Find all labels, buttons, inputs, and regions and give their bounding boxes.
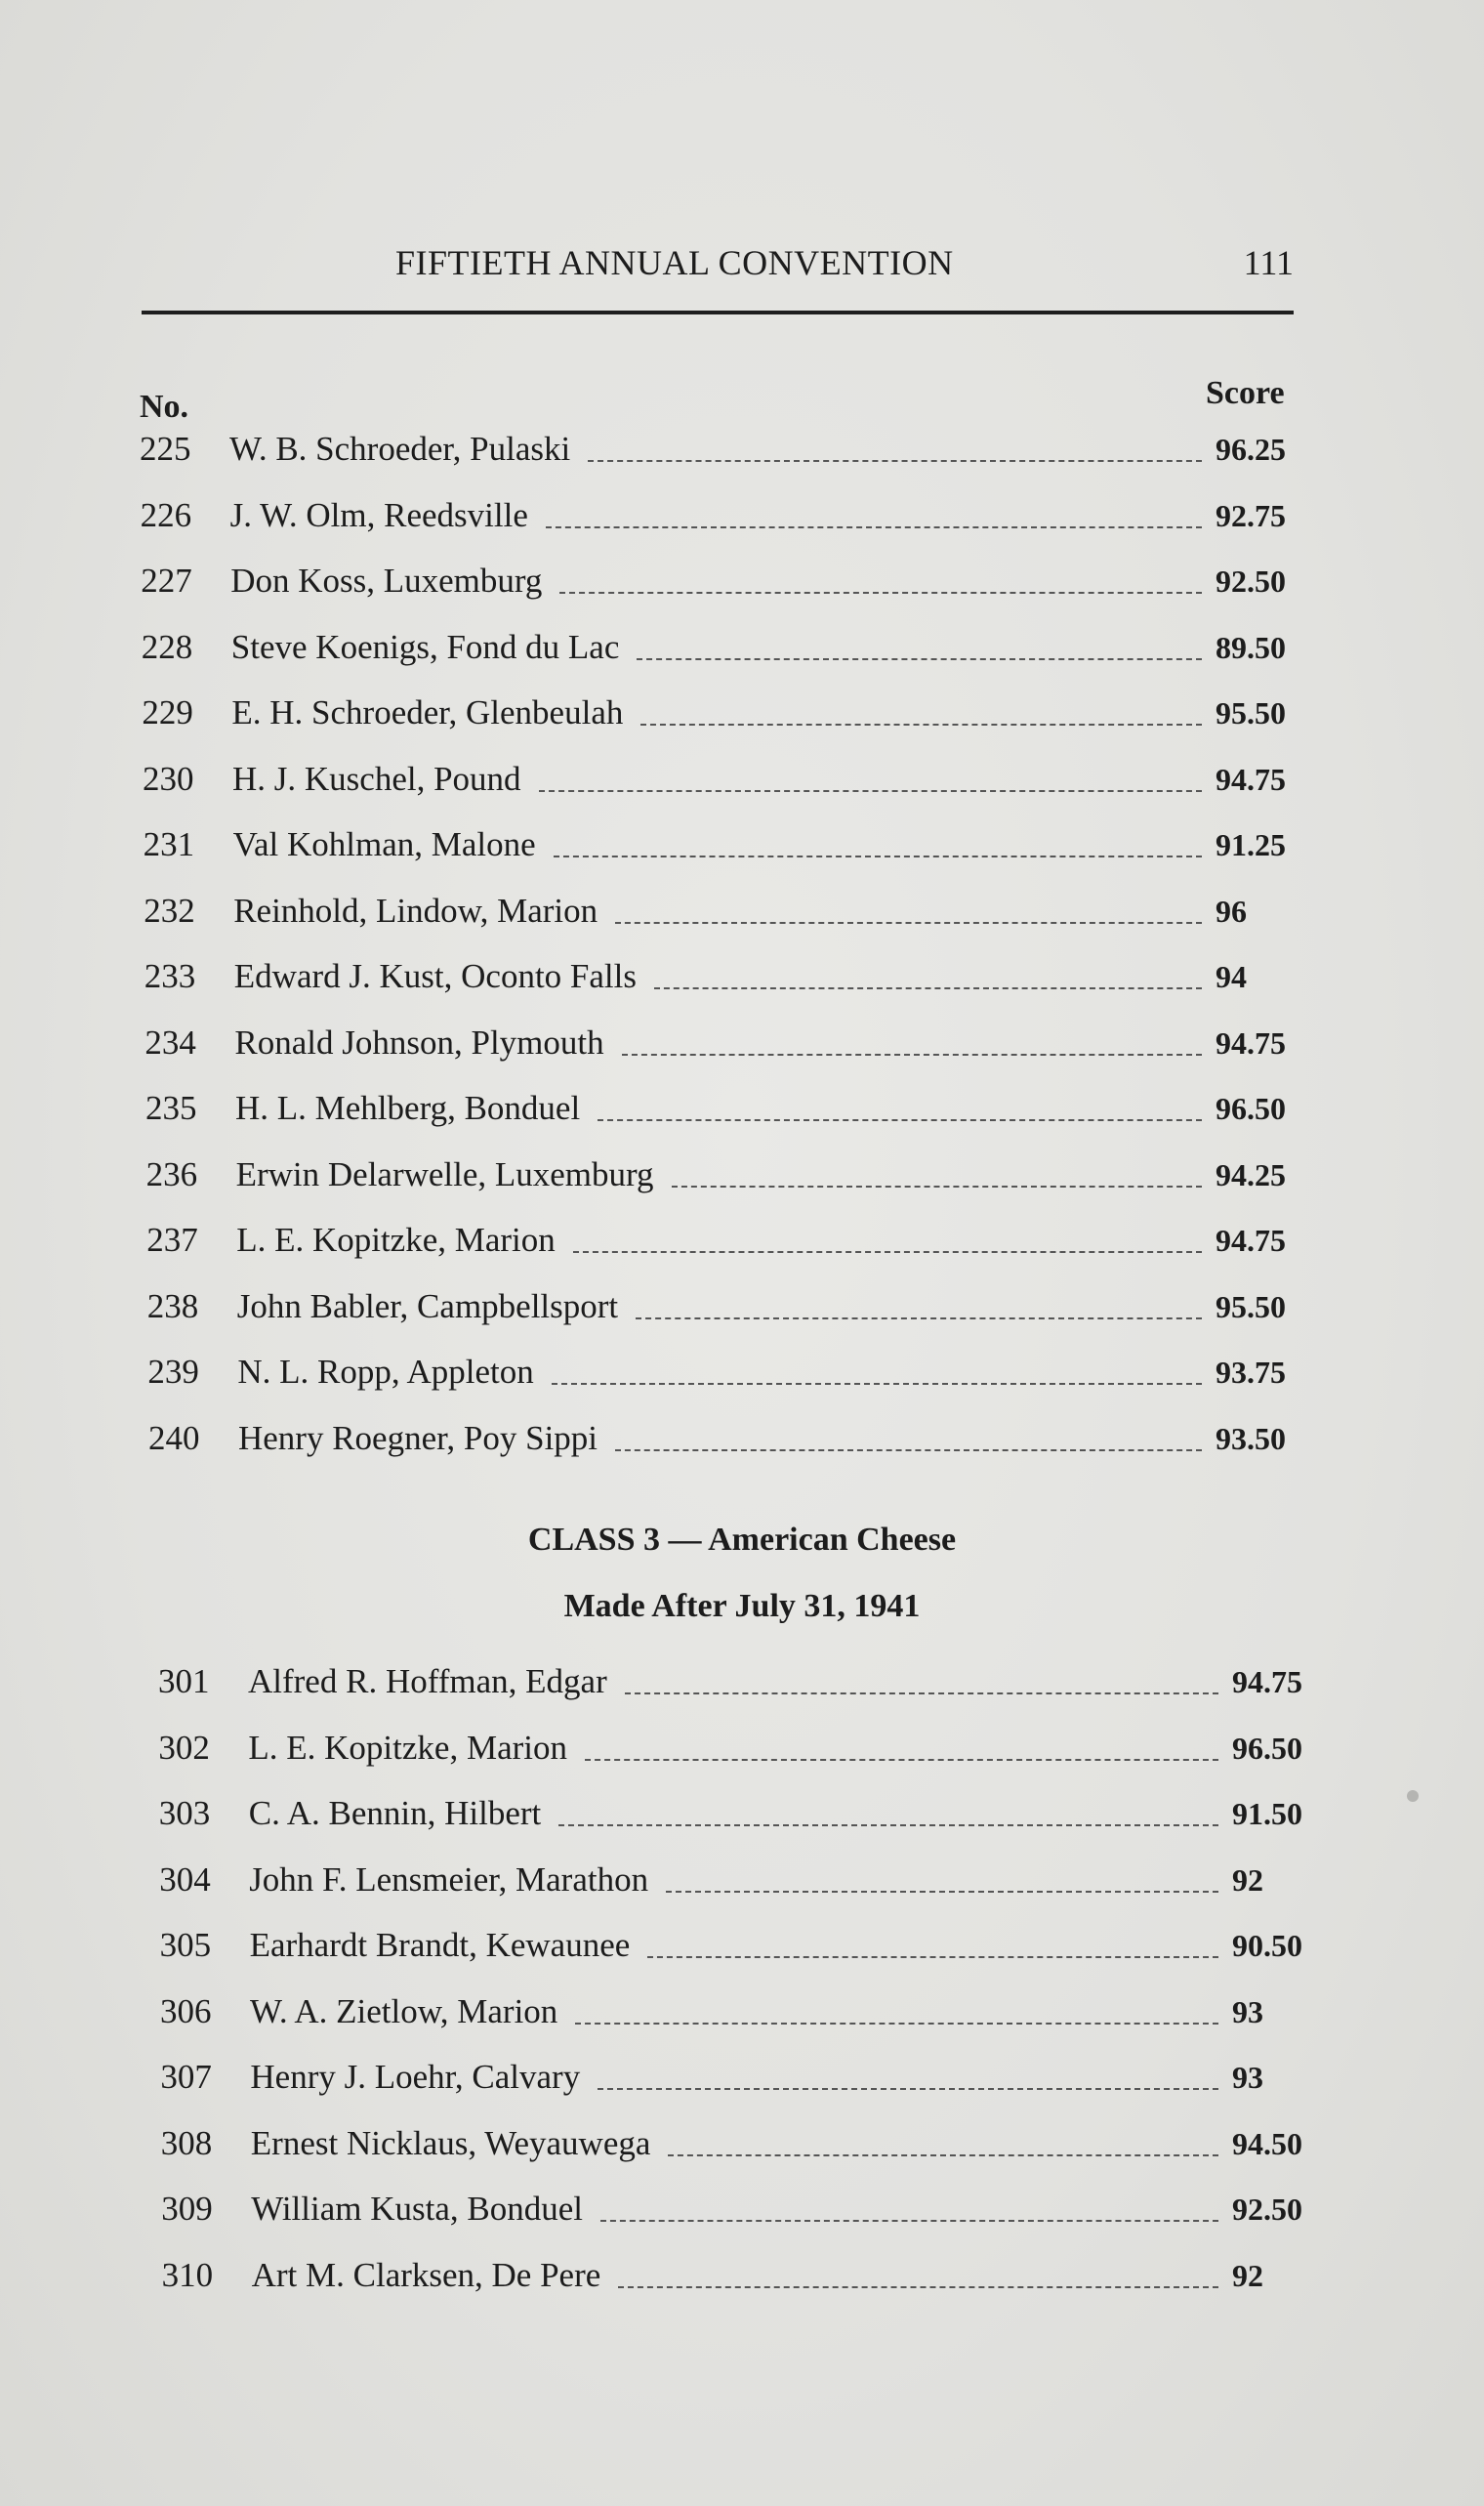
- entry-number: 309: [161, 2190, 213, 2228]
- entry-name: C. A. Bennin, Hilbert: [248, 1794, 542, 1832]
- entry-score: 94.75: [1216, 761, 1286, 797]
- dot-leader: [615, 922, 1202, 924]
- entry-name: John Babler, Campbellsport: [236, 1286, 619, 1325]
- entry-score: 92: [1231, 1861, 1263, 1898]
- entry-score: 89.50: [1215, 629, 1286, 665]
- entry-name: Don Koss, Luxemburg: [230, 562, 543, 600]
- entry-name: Edward J. Kust, Oconto Falls: [233, 957, 637, 995]
- entry-number: 304: [159, 1859, 211, 1899]
- entry-row: [146, 1155, 1303, 1198]
- entry-name: W. A. Zietlow, Marion: [250, 1991, 558, 2030]
- running-header: [142, 242, 1294, 291]
- entry-score: 93: [1231, 2060, 1263, 2095]
- entry-name: L. E. Kopitzke, Marion: [248, 1728, 567, 1767]
- header-rule: [142, 311, 1294, 314]
- entry-number: 307: [160, 2058, 212, 2096]
- entry-name: Steve Koenigs, Fond du Lac: [230, 627, 620, 666]
- entry-row: [158, 1662, 1320, 1705]
- paper-speck: [1407, 1790, 1419, 1802]
- entry-name: L. E. Kopitzke, Marion: [236, 1221, 556, 1259]
- entry-name: Val Kohlman, Malone: [232, 825, 536, 863]
- entry-score: 94.50: [1231, 2125, 1302, 2161]
- entry-score: 93.75: [1215, 1355, 1286, 1390]
- dot-leader: [637, 658, 1202, 660]
- dot-leader: [622, 1054, 1202, 1056]
- entry-name: E. H. Schroeder, Glenbeulah: [231, 693, 624, 731]
- entry-name: N. L. Ropp, Appleton: [237, 1353, 534, 1391]
- entry-row: [160, 1926, 1320, 1969]
- entry-name: William Kusta, Bonduel: [251, 2190, 583, 2228]
- entry-number: 225: [140, 430, 191, 468]
- entry-row: [144, 1023, 1303, 1066]
- dot-leader: [539, 790, 1202, 792]
- dot-leader: [598, 1119, 1202, 1121]
- entry-score: 96.25: [1216, 432, 1286, 467]
- dot-leader: [666, 1891, 1218, 1893]
- class-subheading: Made After July 31, 1941: [563, 1588, 921, 1624]
- entry-number: 308: [160, 2123, 213, 2162]
- entry-name: Alfred R. Hoffman, Edgar: [248, 1662, 607, 1700]
- entry-row: [144, 892, 1303, 935]
- entry-row: [141, 562, 1303, 605]
- entry-number: 235: [145, 1089, 197, 1127]
- entry-score: 94: [1215, 959, 1247, 994]
- entry-score: 94.25: [1215, 1156, 1286, 1192]
- class-heading: CLASS 3 — American Cheese: [527, 1522, 957, 1558]
- entry-row: [160, 1992, 1320, 2035]
- entry-number: 237: [146, 1221, 198, 1259]
- entry-row: [145, 1089, 1303, 1132]
- dot-leader: [625, 1692, 1218, 1694]
- entry-row: [140, 430, 1303, 473]
- entry-number: 306: [160, 1991, 212, 2030]
- entry-score: 94.75: [1215, 1223, 1286, 1258]
- entry-row: [144, 825, 1303, 868]
- dot-leader: [575, 2023, 1218, 2025]
- page-number: 111: [1243, 243, 1294, 282]
- entry-row: [161, 2124, 1320, 2167]
- entry-number: 229: [142, 693, 193, 731]
- entry-row: [159, 1794, 1320, 1837]
- entry-score: 96.50: [1216, 1091, 1286, 1126]
- entry-score: 96.50: [1231, 1730, 1302, 1766]
- entry-number: 305: [159, 1926, 212, 1964]
- entry-name: Reinhold, Lindow, Marion: [233, 891, 598, 930]
- entry-name: Earhardt Brandt, Kewaunee: [249, 1926, 631, 1964]
- entry-name: Ronald Johnson, Plymouth: [234, 1023, 604, 1062]
- dot-leader: [647, 1956, 1218, 1958]
- entry-number: 236: [145, 1154, 198, 1193]
- dot-leader: [552, 1383, 1202, 1385]
- dot-leader: [573, 1251, 1202, 1253]
- entry-number: 240: [148, 1418, 200, 1457]
- entry-score: 92: [1231, 2257, 1263, 2293]
- entry-name: John F. Lensmeier, Marathon: [249, 1859, 649, 1899]
- dot-leader: [585, 1759, 1218, 1761]
- dot-leader: [672, 1186, 1202, 1188]
- entry-name: Art M. Clarksen, De Pere: [251, 2255, 601, 2294]
- entry-row: [162, 2256, 1320, 2299]
- dot-leader: [654, 987, 1202, 989]
- entry-number: 228: [141, 627, 193, 666]
- entry-name: Erwin Delarwelle, Luxemburg: [235, 1154, 654, 1193]
- entry-number: 227: [141, 562, 192, 600]
- entry-score: 94.75: [1215, 1024, 1286, 1061]
- dot-leader: [554, 856, 1202, 857]
- entry-score: 92.75: [1215, 497, 1286, 533]
- dot-leader: [559, 592, 1202, 594]
- entry-row: [144, 957, 1303, 1000]
- dot-leader: [588, 460, 1202, 462]
- column-header-score: Score: [1206, 375, 1285, 411]
- dot-leader: [558, 1824, 1218, 1826]
- entry-row: [158, 1729, 1320, 1772]
- entry-number: 233: [144, 957, 196, 995]
- entry-score: 92.50: [1215, 564, 1286, 599]
- entry-score: 95.50: [1215, 695, 1286, 731]
- dot-leader: [615, 1449, 1202, 1451]
- entry-row: [161, 2190, 1320, 2233]
- entry-row: [148, 1419, 1303, 1462]
- entry-number: 238: [146, 1286, 199, 1325]
- entry-score: 93.50: [1216, 1420, 1286, 1456]
- entry-name: Henry Roegner, Poy Sippi: [238, 1418, 598, 1457]
- entry-score: 92.50: [1231, 2192, 1302, 2227]
- entry-number: 303: [158, 1794, 211, 1832]
- entry-name: H. L. Mehlberg, Bonduel: [235, 1089, 581, 1127]
- entry-score: 93: [1232, 1993, 1263, 2029]
- entry-row: [142, 693, 1303, 736]
- entry-name: W. B. Schroeder, Pulaski: [229, 430, 571, 468]
- entry-score: 95.50: [1215, 1288, 1286, 1324]
- entry-score: 94.75: [1232, 1664, 1302, 1699]
- header-title: FIFTIETH ANNUAL CONVENTION: [395, 243, 954, 282]
- entry-number: 302: [158, 1728, 210, 1767]
- entry-row: [146, 1221, 1303, 1264]
- entry-row: [159, 1860, 1320, 1903]
- entry-number: 231: [143, 825, 195, 863]
- entry-row: [160, 2058, 1320, 2101]
- dot-leader: [598, 2088, 1218, 2090]
- entry-number: 310: [161, 2255, 214, 2294]
- entry-score: 91.25: [1215, 827, 1286, 862]
- entry-row: [147, 1287, 1303, 1330]
- entry-row: [141, 496, 1303, 539]
- entry-number: 301: [158, 1662, 210, 1700]
- entry-row: [147, 1353, 1303, 1396]
- entry-number: 232: [144, 891, 195, 930]
- entry-number: 234: [144, 1023, 196, 1062]
- dot-leader: [640, 724, 1202, 726]
- entry-score: 90.50: [1231, 1928, 1302, 1963]
- entry-score: 96: [1215, 893, 1247, 929]
- entry-name: H. J. Kuschel, Pound: [232, 759, 521, 798]
- entry-row: [142, 628, 1303, 671]
- dot-leader: [636, 1317, 1202, 1319]
- entry-number: 239: [147, 1353, 199, 1391]
- dot-leader: [668, 2154, 1218, 2156]
- entry-row: [143, 760, 1303, 803]
- dot-leader: [600, 2220, 1218, 2222]
- column-header-number: No.: [140, 389, 189, 425]
- entry-number: 230: [143, 759, 194, 798]
- entry-number: 226: [140, 495, 192, 534]
- dot-leader: [546, 526, 1202, 528]
- entry-name: J. W. Olm, Reedsville: [229, 495, 528, 534]
- entry-name: Henry J. Loehr, Calvary: [250, 2058, 581, 2096]
- entry-name: Ernest Nicklaus, Weyauwega: [250, 2123, 651, 2162]
- entry-score: 91.50: [1231, 1796, 1302, 1831]
- dot-leader: [618, 2286, 1218, 2288]
